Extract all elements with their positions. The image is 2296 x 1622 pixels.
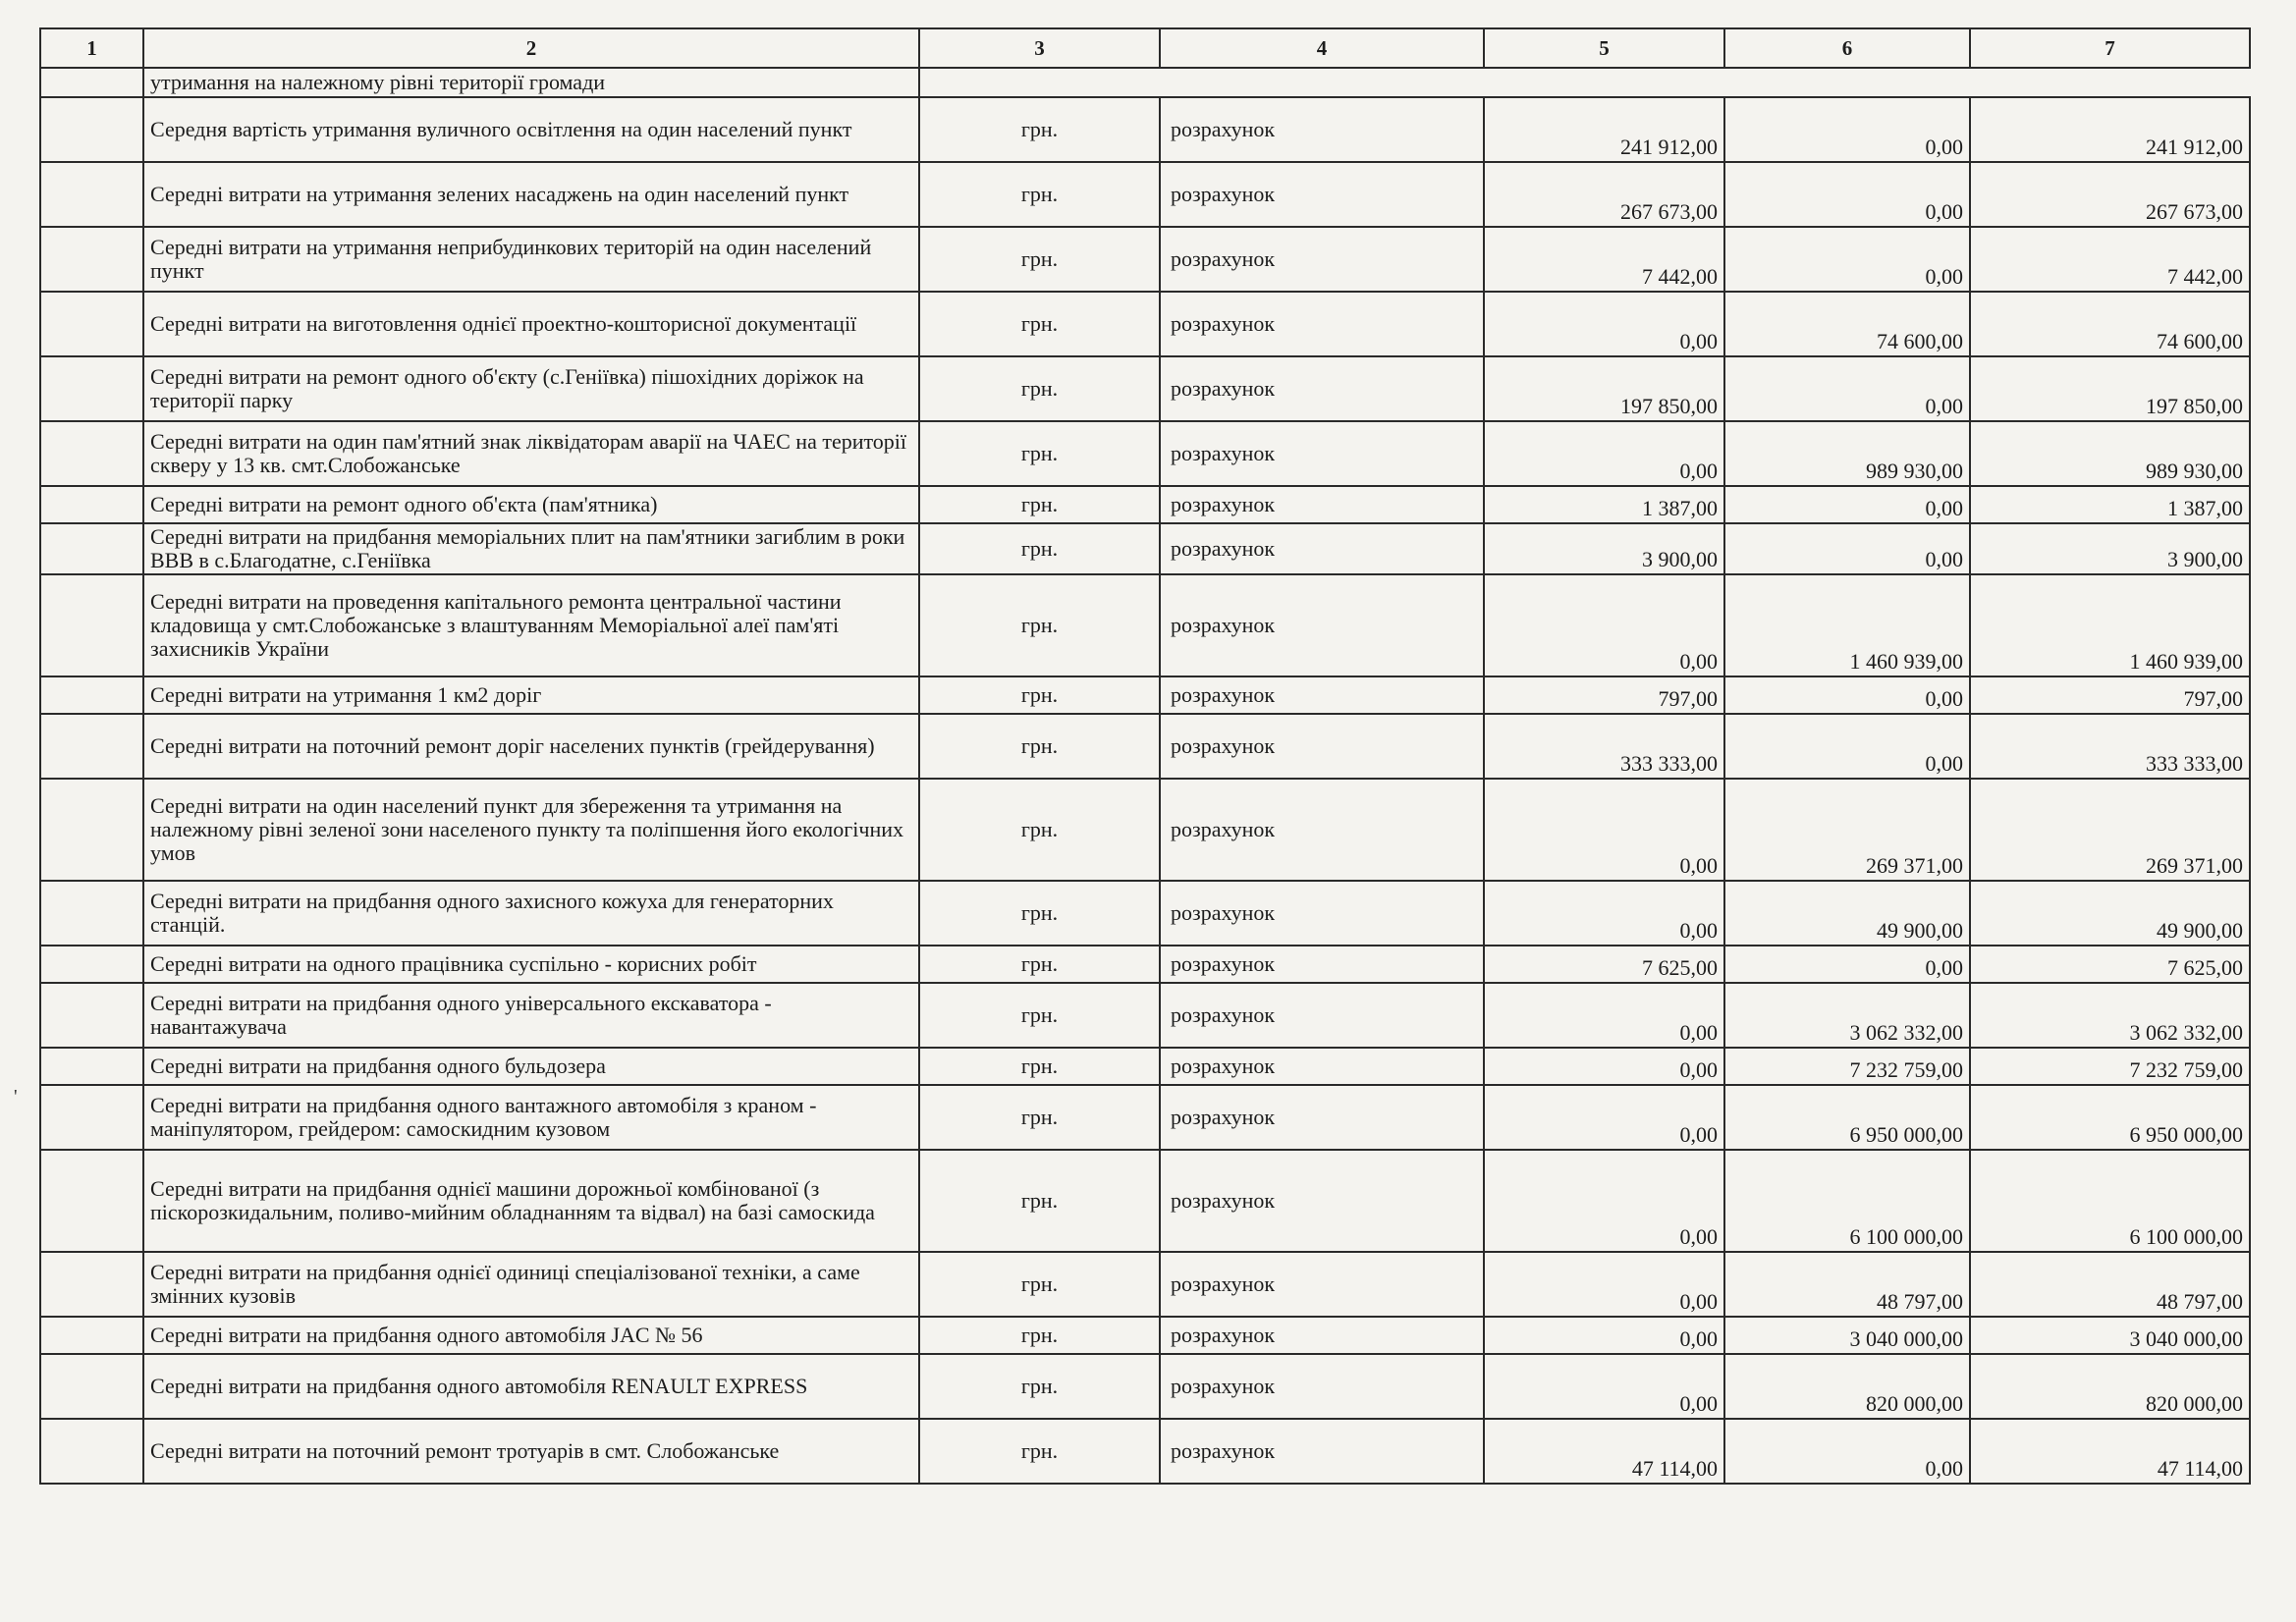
- table-row: [40, 421, 2250, 486]
- margin-mark: ': [14, 1086, 18, 1108]
- data-source: розрахунок: [1160, 162, 1484, 227]
- value-col-6: 0,00: [1724, 1419, 1970, 1484]
- value-col-5: 0,00: [1484, 983, 1724, 1048]
- value-col-6: 6 950 000,00: [1724, 1085, 1970, 1150]
- value-col-7: 1 460 939,00: [1970, 574, 2250, 676]
- data-source: розрахунок: [1160, 1085, 1484, 1150]
- col-header-7: 7: [1970, 28, 2250, 68]
- data-source: розрахунок: [1160, 574, 1484, 676]
- value-col-5: 241 912,00: [1484, 97, 1724, 162]
- data-source: розрахунок: [1160, 97, 1484, 162]
- unit-of-measure: грн.: [919, 881, 1160, 946]
- table-row: [40, 1048, 2250, 1085]
- indicator-name: Середні витрати на придбання меморіальних плит на пам'ятники загиблим в роки ВВВ в с.Благодатне, с.Геніївка: [143, 523, 919, 574]
- unit-of-measure: грн.: [919, 356, 1160, 421]
- table-row: [40, 97, 2250, 162]
- table-row: [40, 1419, 2250, 1484]
- value-col-6: 3 040 000,00: [1724, 1317, 1970, 1354]
- value-col-7: 197 850,00: [1970, 356, 2250, 421]
- indicator-name: Середні витрати на поточний ремонт тротуарів в смт. Слобожанське: [143, 1419, 919, 1484]
- cell-index: [40, 779, 143, 881]
- unit-of-measure: грн.: [919, 1252, 1160, 1317]
- indicator-name: Середні витрати на утримання 1 км2 доріг: [143, 676, 919, 714]
- value-col-5: 7 625,00: [1484, 946, 1724, 983]
- value-col-5: 797,00: [1484, 676, 1724, 714]
- cell-index: [40, 1419, 143, 1484]
- value-col-6: 0,00: [1724, 162, 1970, 227]
- cell-index: [40, 523, 143, 574]
- col-header-3: 3: [919, 28, 1160, 68]
- indicator-name: Середні витрати на ремонт одного об'єкта (пам'ятника): [143, 486, 919, 523]
- value-col-6: 74 600,00: [1724, 292, 1970, 356]
- unit-of-measure: грн.: [919, 162, 1160, 227]
- data-source: розрахунок: [1160, 1252, 1484, 1317]
- table-row: [40, 779, 2250, 881]
- indicator-name: Середні витрати на утримання неприбудинкових територій на один населений пункт: [143, 227, 919, 292]
- value-col-6: 0,00: [1724, 946, 1970, 983]
- table-row: [40, 1085, 2250, 1150]
- data-source: розрахунок: [1160, 1317, 1484, 1354]
- value-col-5: 0,00: [1484, 292, 1724, 356]
- data-source: розрахунок: [1160, 881, 1484, 946]
- data-source: розрахунок: [1160, 292, 1484, 356]
- value-col-5: 0,00: [1484, 1150, 1724, 1252]
- column-number-header: [40, 28, 2250, 68]
- col-header-1: 1: [40, 28, 143, 68]
- data-source: розрахунок: [1160, 714, 1484, 779]
- value-col-5: 267 673,00: [1484, 162, 1724, 227]
- indicator-name: Середні витрати на придбання одного автомобіля RENAULT EXPRESS: [143, 1354, 919, 1419]
- value-col-6: 0,00: [1724, 97, 1970, 162]
- unit-of-measure: грн.: [919, 779, 1160, 881]
- unit-of-measure: грн.: [919, 574, 1160, 676]
- unit-of-measure: грн.: [919, 1419, 1160, 1484]
- value-col-7: 47 114,00: [1970, 1419, 2250, 1484]
- value-col-7: 797,00: [1970, 676, 2250, 714]
- data-source: розрахунок: [1160, 676, 1484, 714]
- indicator-name: Середні витрати на придбання одного універсального екскаватора - навантажувача: [143, 983, 919, 1048]
- cell-index: [40, 676, 143, 714]
- value-col-7: 1 387,00: [1970, 486, 2250, 523]
- data-source: розрахунок: [1160, 1048, 1484, 1085]
- indicator-name: Середня вартість утримання вуличного освітлення на один населений пункт: [143, 97, 919, 162]
- value-col-6: 49 900,00: [1724, 881, 1970, 946]
- value-col-6: 7 232 759,00: [1724, 1048, 1970, 1085]
- value-col-7: 49 900,00: [1970, 881, 2250, 946]
- value-col-5: 3 900,00: [1484, 523, 1724, 574]
- value-col-7: 820 000,00: [1970, 1354, 2250, 1419]
- indicator-name: Середні витрати на виготовлення однієї проектно-кошторисної документації: [143, 292, 919, 356]
- unit-of-measure: грн.: [919, 421, 1160, 486]
- cell-index: [40, 292, 143, 356]
- table-row: [40, 523, 2250, 574]
- cell-index: [40, 356, 143, 421]
- value-col-6: 48 797,00: [1724, 1252, 1970, 1317]
- unit-of-measure: грн.: [919, 1150, 1160, 1252]
- value-col-5: 0,00: [1484, 574, 1724, 676]
- value-col-7: 6 100 000,00: [1970, 1150, 2250, 1252]
- value-col-7: 267 673,00: [1970, 162, 2250, 227]
- data-source: розрахунок: [1160, 1419, 1484, 1484]
- unit-of-measure: грн.: [919, 1085, 1160, 1150]
- value-col-7: 3 040 000,00: [1970, 1317, 2250, 1354]
- table-row: [40, 356, 2250, 421]
- value-col-6: 0,00: [1724, 714, 1970, 779]
- value-col-5: 0,00: [1484, 779, 1724, 881]
- value-col-7: 333 333,00: [1970, 714, 2250, 779]
- table-row: [40, 1317, 2250, 1354]
- value-col-6: 1 460 939,00: [1724, 574, 1970, 676]
- cell-index: [40, 881, 143, 946]
- value-col-7: 74 600,00: [1970, 292, 2250, 356]
- value-col-7: 6 950 000,00: [1970, 1085, 2250, 1150]
- indicator-name: Середні витрати на придбання одного захисного кожуха для генераторних станцій.: [143, 881, 919, 946]
- value-col-5: 333 333,00: [1484, 714, 1724, 779]
- indicator-name: Середні витрати на придбання одного бульдозера: [143, 1048, 919, 1085]
- value-col-5: 0,00: [1484, 881, 1724, 946]
- indicator-name: Середні витрати на придбання одного вантажного автомобіля з краном - маніпулятором, грейдером: самоскидним кузовом: [143, 1085, 919, 1150]
- indicator-name: Середні витрати на одного працівника суспільно - корисних робіт: [143, 946, 919, 983]
- value-col-6: 6 100 000,00: [1724, 1150, 1970, 1252]
- indicator-name: Середні витрати на ремонт одного об'єкту (с.Геніївка) пішохідних доріжок на території парку: [143, 356, 919, 421]
- value-col-7: 48 797,00: [1970, 1252, 2250, 1317]
- col-header-2: 2: [143, 28, 919, 68]
- cell-index: [40, 227, 143, 292]
- value-col-5: 1 387,00: [1484, 486, 1724, 523]
- continuation-text: утримання на належному рівні території громади: [143, 68, 919, 97]
- cell-empty: [919, 68, 2250, 97]
- table-row: [40, 292, 2250, 356]
- value-col-6: 0,00: [1724, 486, 1970, 523]
- unit-of-measure: грн.: [919, 946, 1160, 983]
- cell-index: [40, 1048, 143, 1085]
- unit-of-measure: грн.: [919, 227, 1160, 292]
- cell-index: [40, 1085, 143, 1150]
- value-col-7: 7 442,00: [1970, 227, 2250, 292]
- cell-index: [40, 1354, 143, 1419]
- cell-index: [40, 1252, 143, 1317]
- data-source: розрахунок: [1160, 227, 1484, 292]
- cell-index: [40, 486, 143, 523]
- unit-of-measure: грн.: [919, 676, 1160, 714]
- unit-of-measure: грн.: [919, 983, 1160, 1048]
- value-col-7: 7 232 759,00: [1970, 1048, 2250, 1085]
- indicator-name: Середні витрати на один пам'ятний знак ліквідаторам аварії на ЧАЕС на території скверу у 13 кв. смт.Слобожанське: [143, 421, 919, 486]
- unit-of-measure: грн.: [919, 1048, 1160, 1085]
- table-row: [40, 714, 2250, 779]
- data-source: розрахунок: [1160, 523, 1484, 574]
- data-source: розрахунок: [1160, 486, 1484, 523]
- value-col-6: 0,00: [1724, 227, 1970, 292]
- table-row: [40, 1150, 2250, 1252]
- indicator-name: Середні витрати на проведення капітального ремонта центральної частини кладовища у смт.Слобожанське з влаштуванням Меморіальної алеї пам'яті захисників України: [143, 574, 919, 676]
- table-row: [40, 676, 2250, 714]
- value-col-7: 3 900,00: [1970, 523, 2250, 574]
- cell-index: [40, 1150, 143, 1252]
- cell-index: [40, 983, 143, 1048]
- indicator-name: Середні витрати на утримання зелених насаджень на один населений пункт: [143, 162, 919, 227]
- value-col-6: 0,00: [1724, 523, 1970, 574]
- table-row: [40, 983, 2250, 1048]
- data-source: розрахунок: [1160, 1150, 1484, 1252]
- indicator-name: Середні витрати на придбання однієї машини дорожньої комбінованої (з піскорозкидальним, поливо-мийним обладнанням та відвал) на базі самоскида: [143, 1150, 919, 1252]
- cell-empty: [40, 68, 143, 97]
- cell-index: [40, 1317, 143, 1354]
- cell-index: [40, 162, 143, 227]
- value-col-5: 0,00: [1484, 1317, 1724, 1354]
- value-col-7: 269 371,00: [1970, 779, 2250, 881]
- indicator-name: Середні витрати на придбання однієї одиниці спеціалізованої техніки, а саме змінних кузовів: [143, 1252, 919, 1317]
- indicator-name: Середні витрати на поточний ремонт доріг населених пунктів (грейдерування): [143, 714, 919, 779]
- value-col-5: 47 114,00: [1484, 1419, 1724, 1484]
- unit-of-measure: грн.: [919, 714, 1160, 779]
- value-col-5: 197 850,00: [1484, 356, 1724, 421]
- indicator-name: Середні витрати на один населений пункт для збереження та утримання на належному рівні зеленої зони населеного пункту та поліпшення його екологічних умов: [143, 779, 919, 881]
- value-col-5: 7 442,00: [1484, 227, 1724, 292]
- indicators-table: [39, 27, 2251, 1485]
- value-col-5: 0,00: [1484, 421, 1724, 486]
- table-row: [40, 1354, 2250, 1419]
- value-col-7: 989 930,00: [1970, 421, 2250, 486]
- continuation-row: [40, 68, 2250, 97]
- cell-index: [40, 97, 143, 162]
- cell-index: [40, 421, 143, 486]
- col-header-4: 4: [1160, 28, 1484, 68]
- table-row: [40, 946, 2250, 983]
- unit-of-measure: грн.: [919, 1317, 1160, 1354]
- unit-of-measure: грн.: [919, 523, 1160, 574]
- table-row: [40, 227, 2250, 292]
- data-source: розрахунок: [1160, 1354, 1484, 1419]
- indicator-name: Середні витрати на придбання одного автомобіля JAC № 56: [143, 1317, 919, 1354]
- value-col-7: 3 062 332,00: [1970, 983, 2250, 1048]
- value-col-7: 241 912,00: [1970, 97, 2250, 162]
- table-row: [40, 486, 2250, 523]
- value-col-6: 820 000,00: [1724, 1354, 1970, 1419]
- value-col-5: 0,00: [1484, 1048, 1724, 1085]
- value-col-6: 269 371,00: [1724, 779, 1970, 881]
- table-row: [40, 162, 2250, 227]
- col-header-6: 6: [1724, 28, 1970, 68]
- value-col-7: 7 625,00: [1970, 946, 2250, 983]
- unit-of-measure: грн.: [919, 486, 1160, 523]
- table-row: [40, 1252, 2250, 1317]
- col-header-5: 5: [1484, 28, 1724, 68]
- value-col-6: 3 062 332,00: [1724, 983, 1970, 1048]
- unit-of-measure: грн.: [919, 97, 1160, 162]
- value-col-6: 989 930,00: [1724, 421, 1970, 486]
- unit-of-measure: грн.: [919, 1354, 1160, 1419]
- value-col-5: 0,00: [1484, 1354, 1724, 1419]
- data-source: розрахунок: [1160, 356, 1484, 421]
- cell-index: [40, 574, 143, 676]
- data-source: розрахунок: [1160, 983, 1484, 1048]
- table-row: [40, 881, 2250, 946]
- data-source: розрахунок: [1160, 779, 1484, 881]
- table-row: [40, 574, 2250, 676]
- data-source: розрахунок: [1160, 946, 1484, 983]
- unit-of-measure: грн.: [919, 292, 1160, 356]
- data-source: розрахунок: [1160, 421, 1484, 486]
- value-col-6: 0,00: [1724, 676, 1970, 714]
- value-col-5: 0,00: [1484, 1085, 1724, 1150]
- value-col-5: 0,00: [1484, 1252, 1724, 1317]
- cell-index: [40, 946, 143, 983]
- cell-index: [40, 714, 143, 779]
- value-col-6: 0,00: [1724, 356, 1970, 421]
- document-sheet: [39, 27, 2249, 1485]
